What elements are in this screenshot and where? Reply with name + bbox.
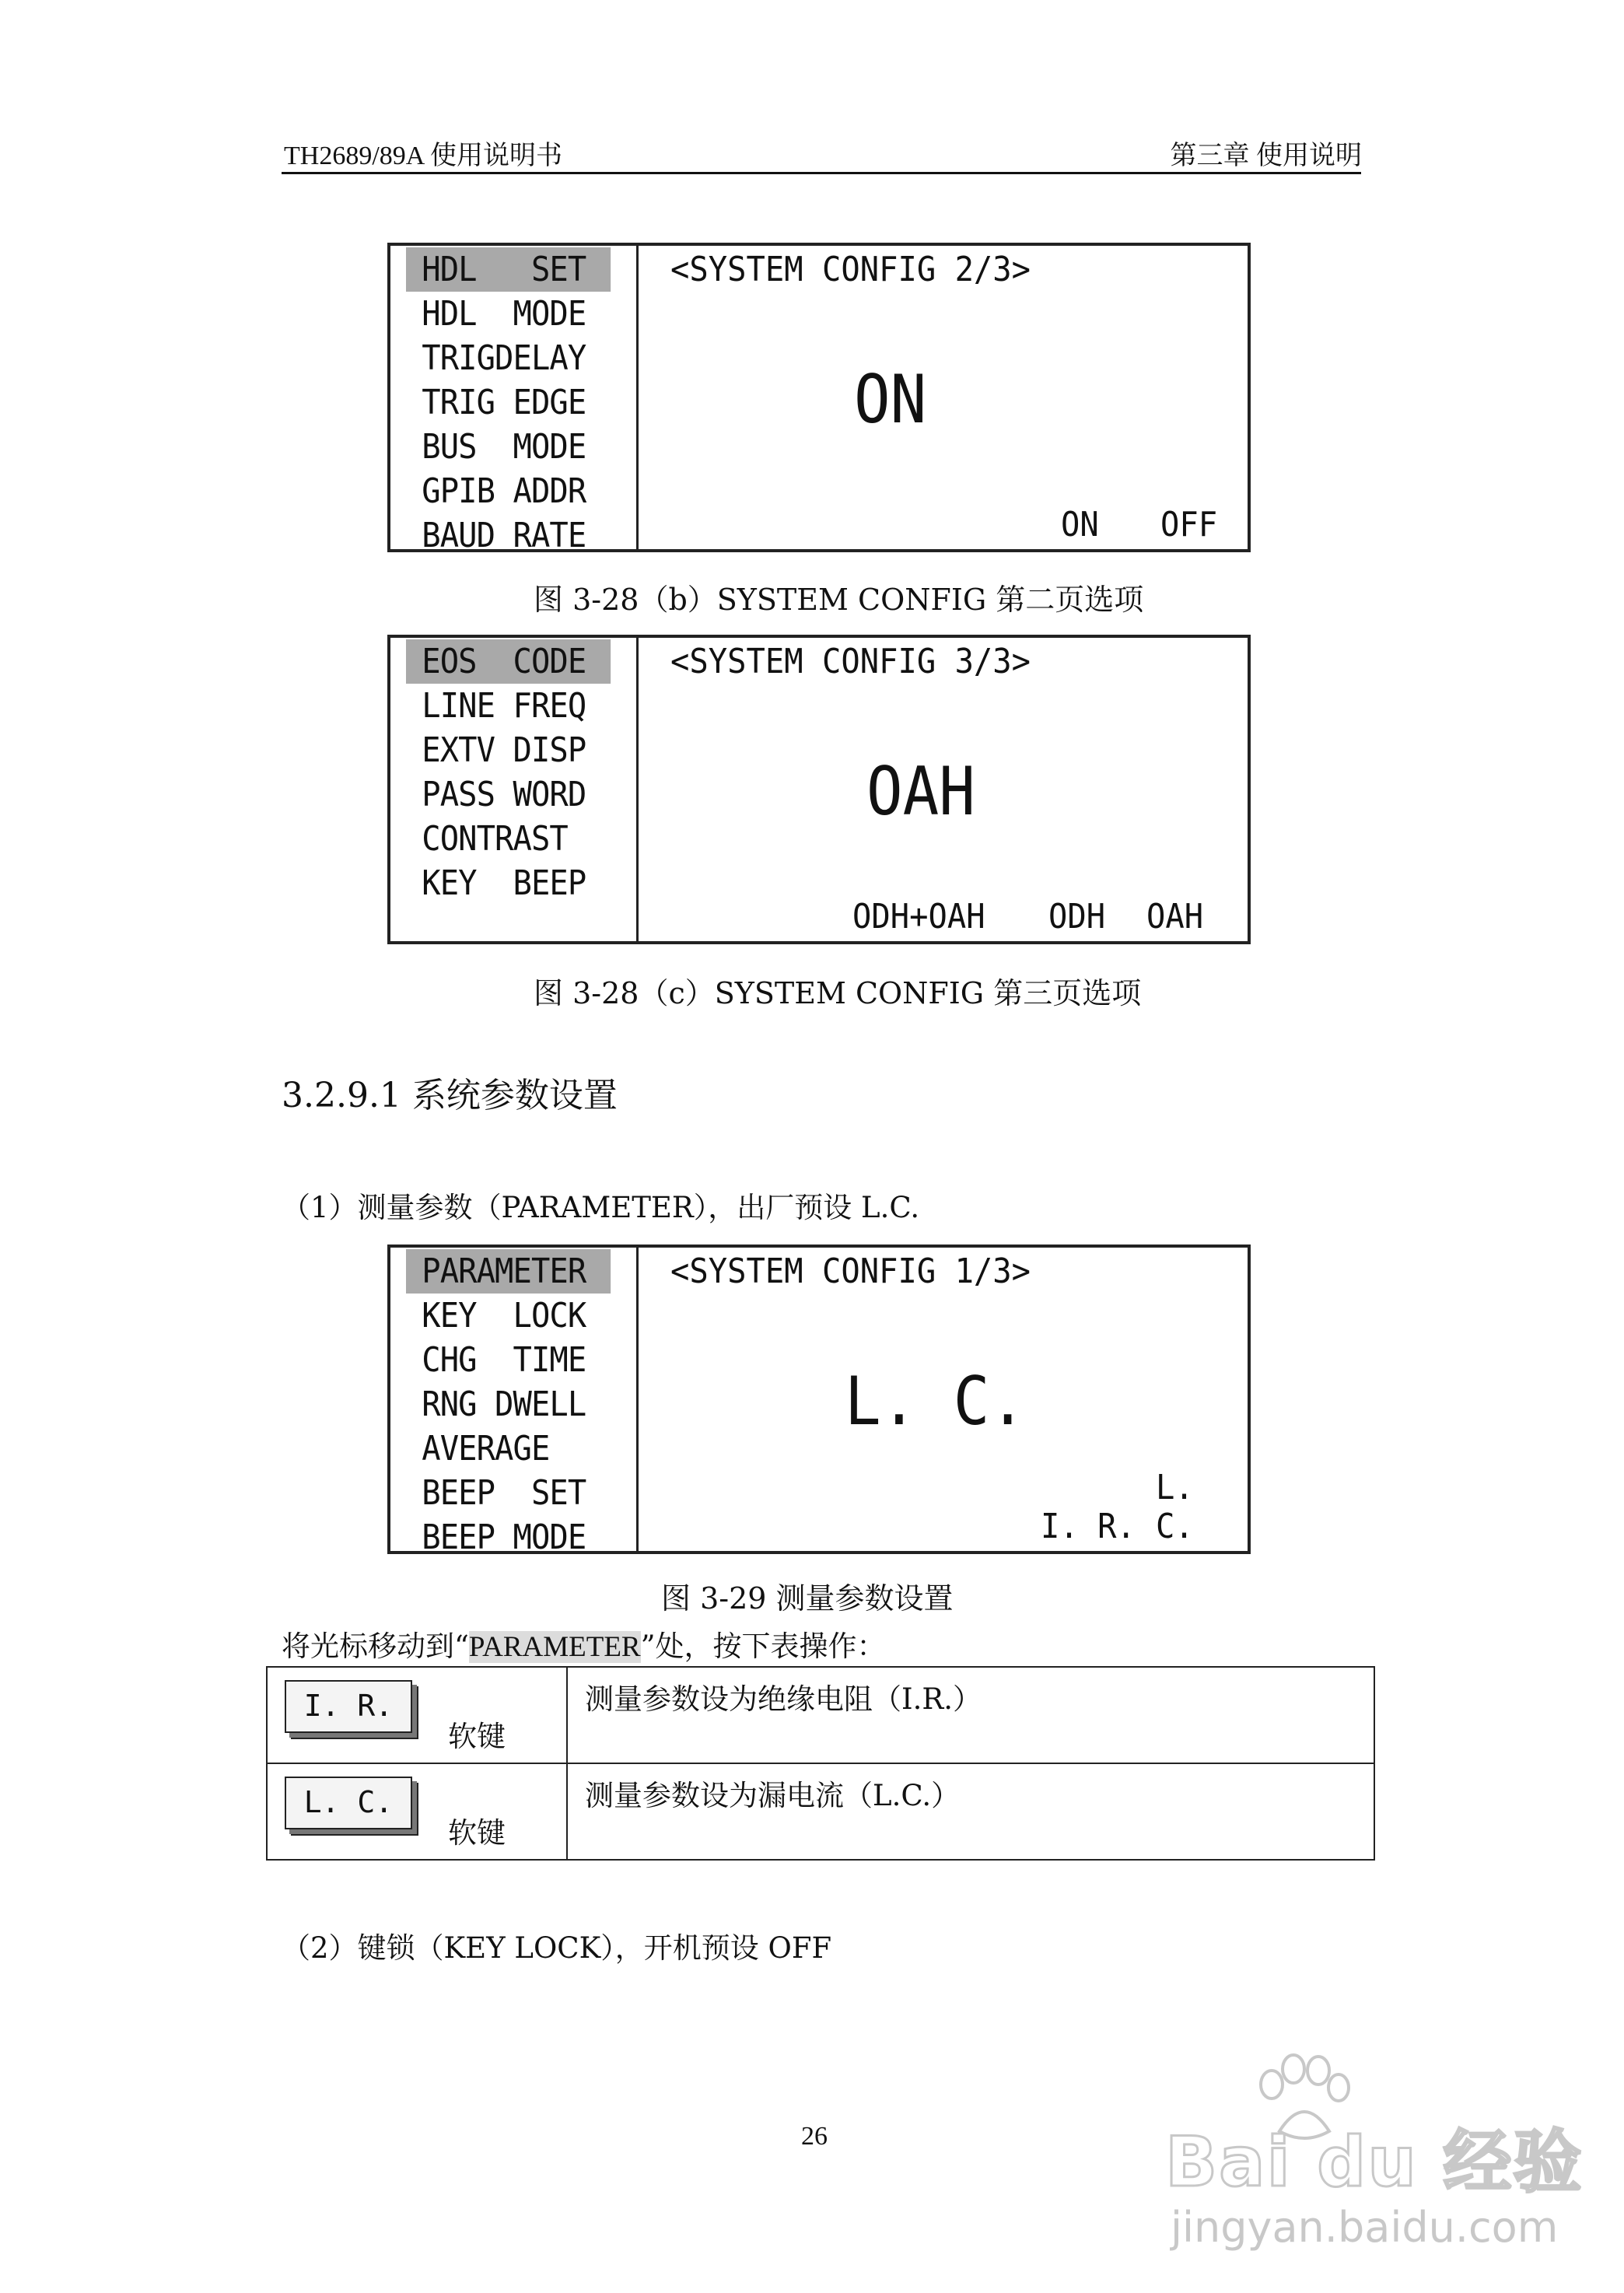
menu-item-line-freq[interactable]: LINE FREQ [422,686,586,726]
header-rule [282,172,1361,174]
lcd-screen-config-2 [387,243,1251,555]
softkey-option-oah[interactable]: OAH [1146,897,1204,936]
figure-caption: 图 3-28（c）SYSTEM CONFIG 第三页选项 [534,976,1142,1010]
figure-caption: 图 3-29 测量参数设置 [661,1581,954,1616]
lcd-screen-config-3 [387,635,1251,944]
screen-divider [636,1248,639,1551]
menu-item-trigdelay[interactable]: TRIGDELAY [422,338,586,378]
instruction-highlight: PARAMETER [468,1631,641,1663]
menu-item-beep-set[interactable]: BEEP SET [422,1473,586,1513]
screen-title: <SYSTEM CONFIG 1/3> [670,1252,1031,1291]
watermark-brand: Bai du 经验 [1165,2122,1584,2202]
table-description: 测量参数设为绝缘电阻（I.R.） [567,1667,1374,1763]
screen-menu [406,1249,628,1560]
softkey-label: 软键 [448,1720,506,1753]
screen-title: <SYSTEM CONFIG 3/3> [670,642,1031,681]
softkey-option-off[interactable]: OFF [1160,505,1218,544]
softkey-lc-button[interactable]: L. C. [285,1777,412,1829]
screen-menu [406,247,628,558]
screen-divider [636,638,639,941]
lcd-screen-config-1 [387,1245,1251,1557]
softkey-option-on[interactable]: ON [1061,505,1099,544]
menu-item-trig-edge[interactable]: TRIG EDGE [422,383,586,422]
screen-menu [406,639,628,905]
menu-item-chg-time[interactable]: CHG TIME [422,1340,586,1380]
header-right: 第三章 使用说明 [1170,142,1362,170]
menu-item-contrast[interactable]: CONTRAST [422,819,568,859]
menu-item-key-lock[interactable]: KEY LOCK [422,1296,586,1336]
screen-value: L. C. [845,1363,1027,1441]
menu-item-eos-code[interactable]: EOS CODE [406,639,611,684]
table-row [267,1667,1374,1763]
operation-table [266,1666,1375,1861]
instruction-prefix: 将光标移动到“ [282,1630,469,1663]
table-description: 测量参数设为漏电流（L.C.） [567,1763,1374,1860]
figure-caption: 图 3-28（b）SYSTEM CONFIG 第二页选项 [534,583,1144,617]
menu-item-key-beep[interactable]: KEY BEEP [422,863,586,903]
softkey-option-lc[interactable]: L. C. [1156,1468,1194,1546]
menu-item-baud-rate[interactable]: BAUD RATE [422,516,586,555]
menu-item-average[interactable]: AVERAGE [422,1429,550,1469]
screen-title: <SYSTEM CONFIG 2/3> [670,250,1031,289]
menu-item-gpib-addr[interactable]: GPIB ADDR [422,471,586,511]
instruction-text [282,1623,886,1665]
softkey-option-odh-oah[interactable]: ODH+OAH [852,897,985,936]
table-row [267,1763,1374,1860]
menu-item-pass-word[interactable]: PASS WORD [422,775,586,814]
screen-value: OAH [866,753,975,831]
header-left: TH2689/89A 使用说明书 [284,142,562,170]
section-title: 3.2.9.1 系统参数设置 [282,1076,618,1115]
softkey-cell [267,1763,567,1860]
softkey-option-odh[interactable]: ODH [1048,897,1106,936]
item-key-lock: （2）键锁（KEY LOCK），开机预设 OFF [282,1931,832,1965]
menu-item-hdl-set[interactable]: HDL SET [406,247,611,292]
menu-item-beep-mode[interactable]: BEEP MODE [422,1518,586,1557]
softkey-cell [267,1667,567,1763]
menu-item-bus-mode[interactable]: BUS MODE [422,427,586,467]
menu-item-rng-dwell[interactable]: RNG DWELL [422,1385,586,1424]
softkey-option-ir[interactable]: I. R. [1041,1507,1136,1546]
watermark-url: jingyan.baidu.com [1171,2203,1559,2252]
item-parameter: （1）测量参数（PARAMETER），出厂预设 L.C. [282,1191,920,1224]
screen-value: ON [854,361,927,439]
menu-item-extv-disp[interactable]: EXTV DISP [422,730,586,770]
page-number: 26 [801,2122,828,2151]
screen-divider [636,246,639,549]
softkey-ir-button[interactable]: I. R. [285,1680,412,1733]
menu-item-parameter[interactable]: PARAMETER [406,1249,611,1294]
instruction-suffix: ”处，按下表操作： [640,1630,886,1663]
menu-item-hdl-mode[interactable]: HDL MODE [422,294,586,334]
softkey-label: 软键 [448,1816,506,1850]
